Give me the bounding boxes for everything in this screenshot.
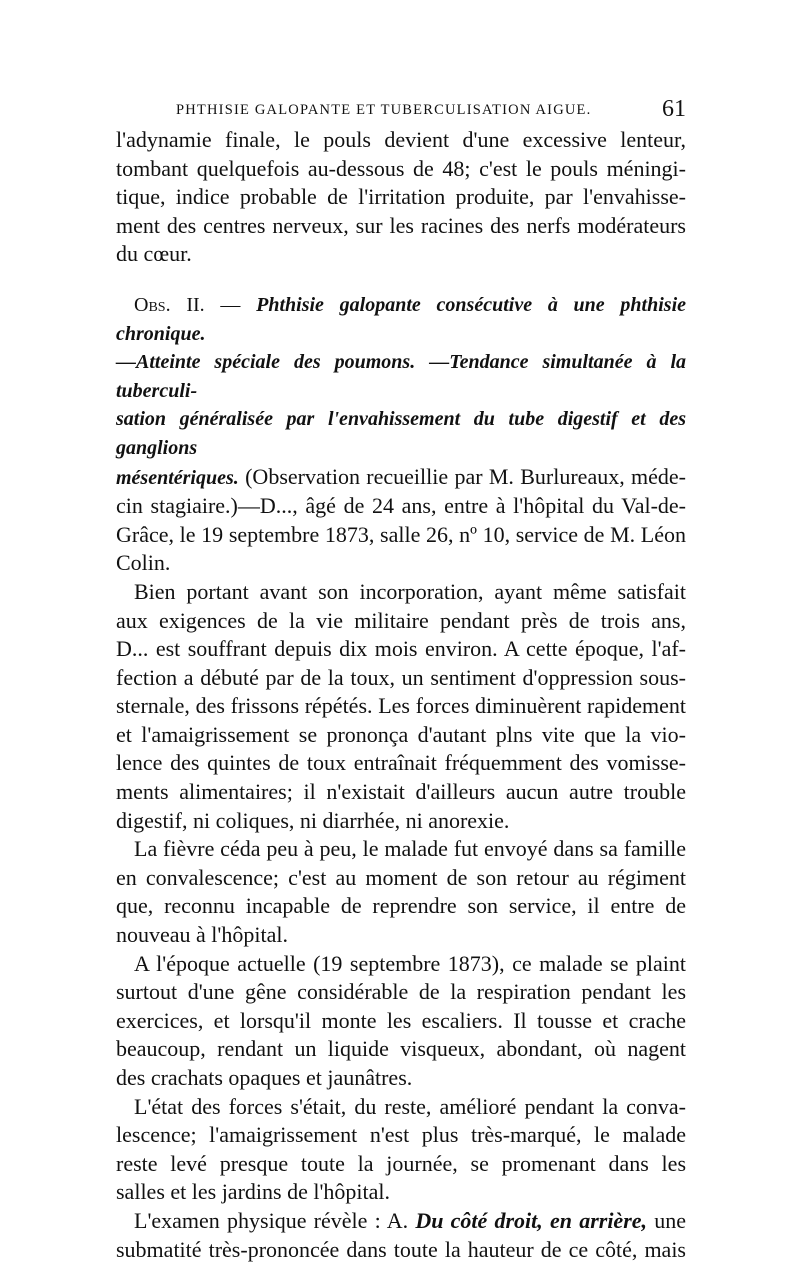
- observation-heading-line: [116, 348, 686, 405]
- text-line: l'adynamie finale, le pouls devient d'une excessive lenteur,: [116, 127, 686, 152]
- text-line: sternale, des frissons répétés. Les forces diminuèrent rapidement: [116, 693, 686, 719]
- text-line-content: L'examen physique révèle : A.: [134, 1207, 416, 1233]
- text-line: tombant quelquefois au-dessous de 48; c'est le pouls méningi-: [116, 155, 686, 181]
- running-head-title: PHTHISIE GALOPANTE ET TUBERCULISATION AIGUE.: [176, 102, 592, 118]
- observation-subtitle: —Atteinte spéciale des poumons. —Tendance simultanée à la tuberculi-: [116, 351, 686, 402]
- text-line: salles et les jardins de l'hôpital.: [116, 1179, 391, 1205]
- observation-heading-line: [116, 405, 686, 462]
- observation-label: Obs. II.: [134, 293, 205, 316]
- text-line: reste levé presque toute la journée, se promenant dans les: [116, 1150, 686, 1176]
- text-line: ments alimentaires; il n'existait d'ailleurs aucun autre trouble: [116, 779, 686, 805]
- text-line: [116, 950, 686, 979]
- text-line: beaucoup, rendant un liquide visqueux, abondant, où nagent: [116, 1036, 686, 1062]
- text-line-content: Bien portant avant son incorporation, ayant même satisfait: [134, 578, 686, 604]
- text-line: aux exigences de la vie militaire pendant près de trois ans,: [116, 607, 686, 633]
- observation-subtitle: sation généralisée par l'envahissement du tube digestif et des ganglions: [116, 408, 686, 459]
- text-line-content: A l'époque actuelle (19 septembre 1873), ce malade se plaint: [134, 950, 686, 976]
- text-line: [116, 1207, 686, 1236]
- observation-source: (Observation recueillie par M. Burlureaux, méde-: [238, 463, 686, 489]
- observation-heading-line: [116, 291, 686, 348]
- text-line: [116, 578, 686, 607]
- observation-title: Phthisie galopante consécutive à une phthisie chronique.: [116, 293, 687, 345]
- text-line: et l'amaigrissement se prononça d'autant plns vite que la vio-: [116, 721, 686, 747]
- text-line: digestif, ni coliques, ni diarrhée, ni anorexie.: [116, 807, 510, 833]
- observation-dash: —: [204, 293, 257, 316]
- text-line: Colin.: [116, 550, 171, 576]
- text-line: en convalescence; c'est au moment de son retour au régiment: [116, 864, 686, 890]
- observation-subtitle: mésentériques.: [116, 466, 239, 489]
- page-number: 61: [662, 96, 686, 122]
- text-line: Grâce, le 19 septembre 1873, salle 26, nº 10, service de M. Léon: [116, 521, 686, 547]
- text-line: fection a débuté par de la toux, un sentiment d'oppression sous-: [116, 664, 686, 690]
- text-line: submatité très-prononcée dans toute la hauteur de ce côté, mais: [116, 1236, 686, 1262]
- text-line: [116, 1093, 686, 1122]
- text-line: [116, 835, 686, 864]
- text-line: que, reconnu incapable de reprendre son service, il entre de: [116, 893, 686, 919]
- text-line: ment des centres nerveux, sur les racines des nerfs modérateurs: [116, 212, 686, 238]
- text-line: exercices, et lorsqu'il monte les escaliers. Il tousse et crache: [116, 1007, 686, 1033]
- text-line: [116, 463, 686, 493]
- text-line: lescence; l'amaigrissement n'est plus très-marqué, le malade: [116, 1122, 686, 1148]
- text-line: surtout d'une gêne considérable de la respiration pendant les: [116, 979, 686, 1005]
- text-line: tique, indice probable de l'irritation produite, par l'envahisse-: [116, 184, 686, 210]
- section-gap: [116, 269, 686, 291]
- text-line-content: L'état des forces s'était, du reste, amélioré pendant la conva-: [134, 1093, 686, 1119]
- running-head: [116, 96, 686, 126]
- text-line: du cœur.: [116, 241, 192, 267]
- text-line: D... est souffrant depuis dix mois environ. A cette époque, l'af-: [116, 636, 686, 662]
- text-line: nouveau à l'hôpital.: [116, 922, 288, 948]
- text-line: lence des quintes de toux entraînait fréquemment des vomisse-: [116, 750, 686, 776]
- text-line: cin stagiaire.)—D..., âgé de 24 ans, entre à l'hôpital du Val-de-: [116, 493, 686, 519]
- text-line: des crachats opaques et jaunâtres.: [116, 1065, 413, 1090]
- text-line-content: une: [647, 1207, 687, 1233]
- body-text: [116, 126, 686, 1264]
- text-line-content: La fièvre céda peu à peu, le malade fut envoyé dans sa famille: [134, 836, 686, 862]
- emphasis-text: Du côté droit, en arrière,: [415, 1207, 648, 1233]
